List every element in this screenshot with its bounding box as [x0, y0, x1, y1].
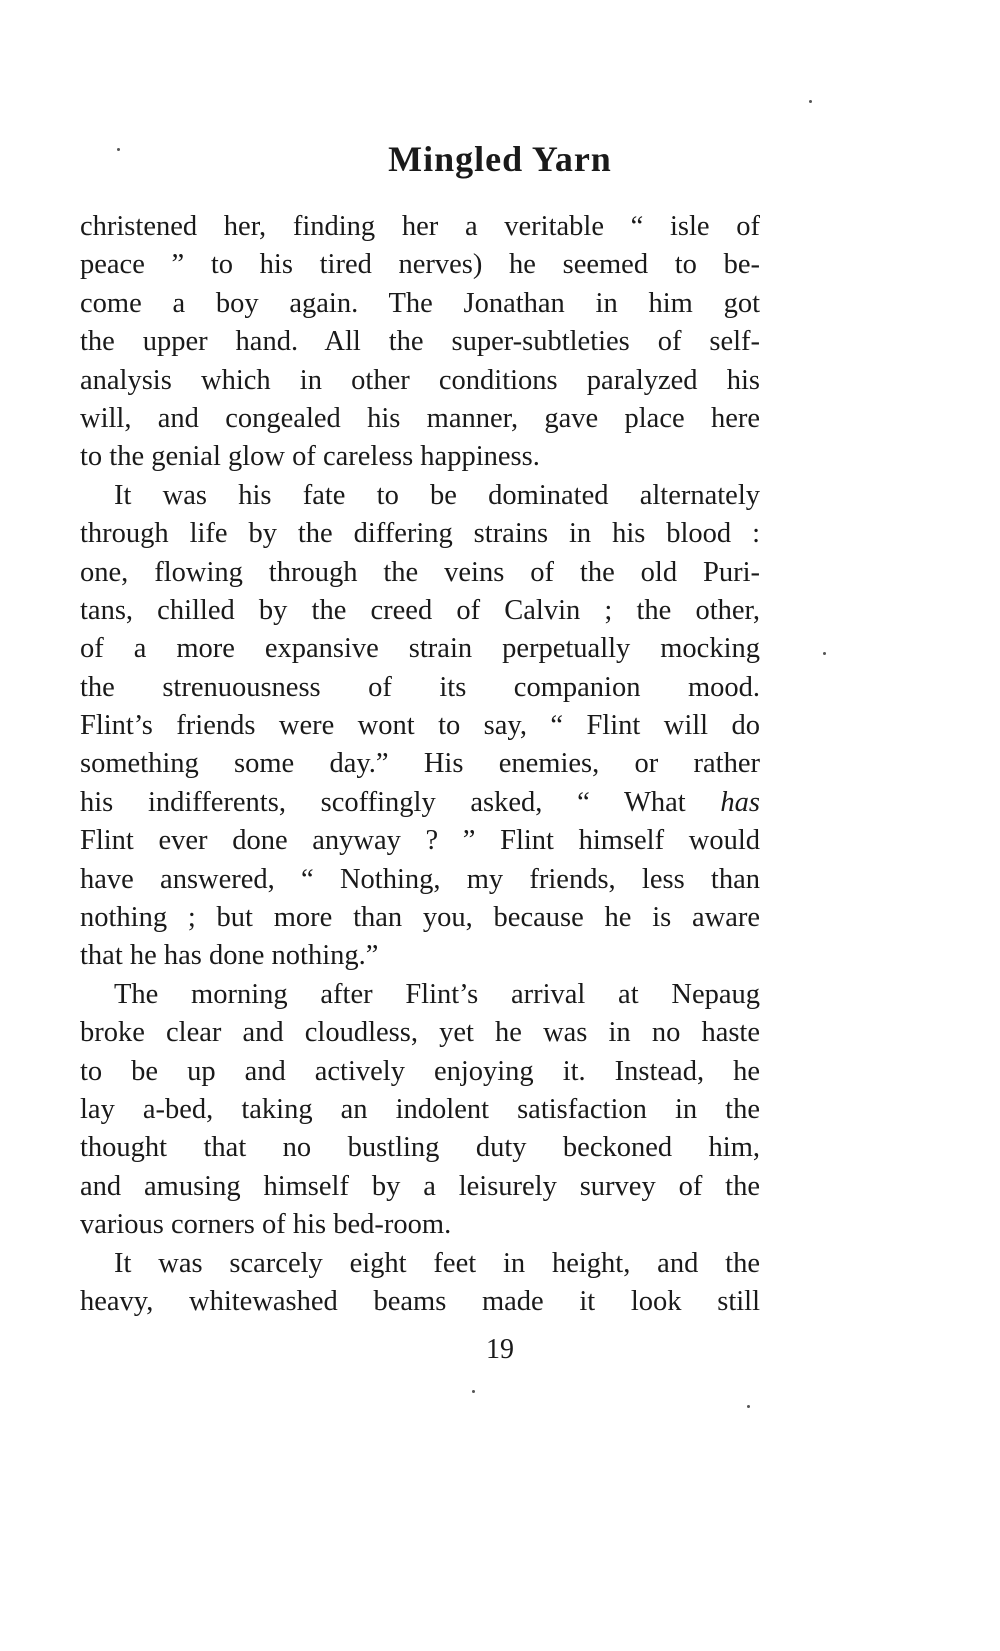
- text-line: Flint ever done anyway ? ” Flint himself would: [80, 825, 760, 857]
- text-line: various corners of his bed-room.: [80, 1209, 452, 1241]
- text-line: Flint’s friends were wont to say, “ Flint will do: [80, 710, 760, 742]
- running-title: Mingled Yarn: [388, 139, 612, 179]
- scan-speck: [117, 148, 120, 151]
- text-line: to the genial glow of careless happiness.: [80, 441, 540, 473]
- text-line: that he has done nothing.”: [80, 940, 379, 972]
- text-line: tans, chilled by the creed of Calvin ; the other,: [80, 594, 760, 626]
- text-line: the upper hand. All the super-subtleties of self-: [80, 326, 760, 358]
- text-line: christened her, finding her a veritable “ isle of: [80, 211, 760, 242]
- scan-speck: [472, 1390, 475, 1393]
- text-line: through life by the differing strains in his blood :: [80, 518, 760, 550]
- scan-speck: [747, 1405, 750, 1408]
- scan-speck: [823, 652, 826, 655]
- text-line: It was his fate to be dominated alternately: [114, 479, 760, 511]
- text-line: The morning after Flint’s arrival at Nepaug: [114, 978, 760, 1010]
- text-line: lay a-bed, taking an indolent satisfaction in the: [80, 1093, 760, 1125]
- text-line: to be up and actively enjoying it. Instead, he: [80, 1055, 760, 1087]
- text-line: something some day.” His enemies, or rather: [80, 748, 760, 780]
- text-line: the strenuousness of its companion mood.: [80, 671, 760, 703]
- page-number: 19: [486, 1334, 514, 1365]
- text-line: analysis which in other conditions paralyzed his: [80, 364, 760, 396]
- text-line: peace ” to his tired nerves) he seemed to be-: [80, 249, 760, 281]
- text-line: come a boy again. The Jonathan in him got: [80, 287, 760, 319]
- text-line: broke clear and cloudless, yet he was in no haste: [80, 1017, 760, 1049]
- text-line: of a more expansive strain perpetually mocking: [80, 633, 760, 665]
- text-line-segment: his indifferents, scoffingly asked, “ What: [80, 786, 686, 818]
- text-line: [80, 784, 760, 822]
- text-line: and amusing himself by a leisurely survey of the: [80, 1170, 760, 1202]
- text-line: It was scarcely eight feet in height, and the: [114, 1247, 760, 1279]
- text-line: heavy, whitewashed beams made it look still: [80, 1285, 760, 1317]
- text-line: have answered, “ Nothing, my friends, less than: [80, 863, 760, 895]
- text-line: nothing ; but more than you, because he is aware: [80, 902, 760, 934]
- italic-word: has: [720, 786, 761, 818]
- text-line: will, and congealed his manner, gave place here: [80, 402, 760, 434]
- text-line: one, flowing through the veins of the old Puri-: [80, 556, 760, 588]
- text-line: thought that no bustling duty beckoned him,: [80, 1132, 760, 1164]
- scan-speck: [809, 100, 812, 103]
- body-text: [80, 208, 760, 1321]
